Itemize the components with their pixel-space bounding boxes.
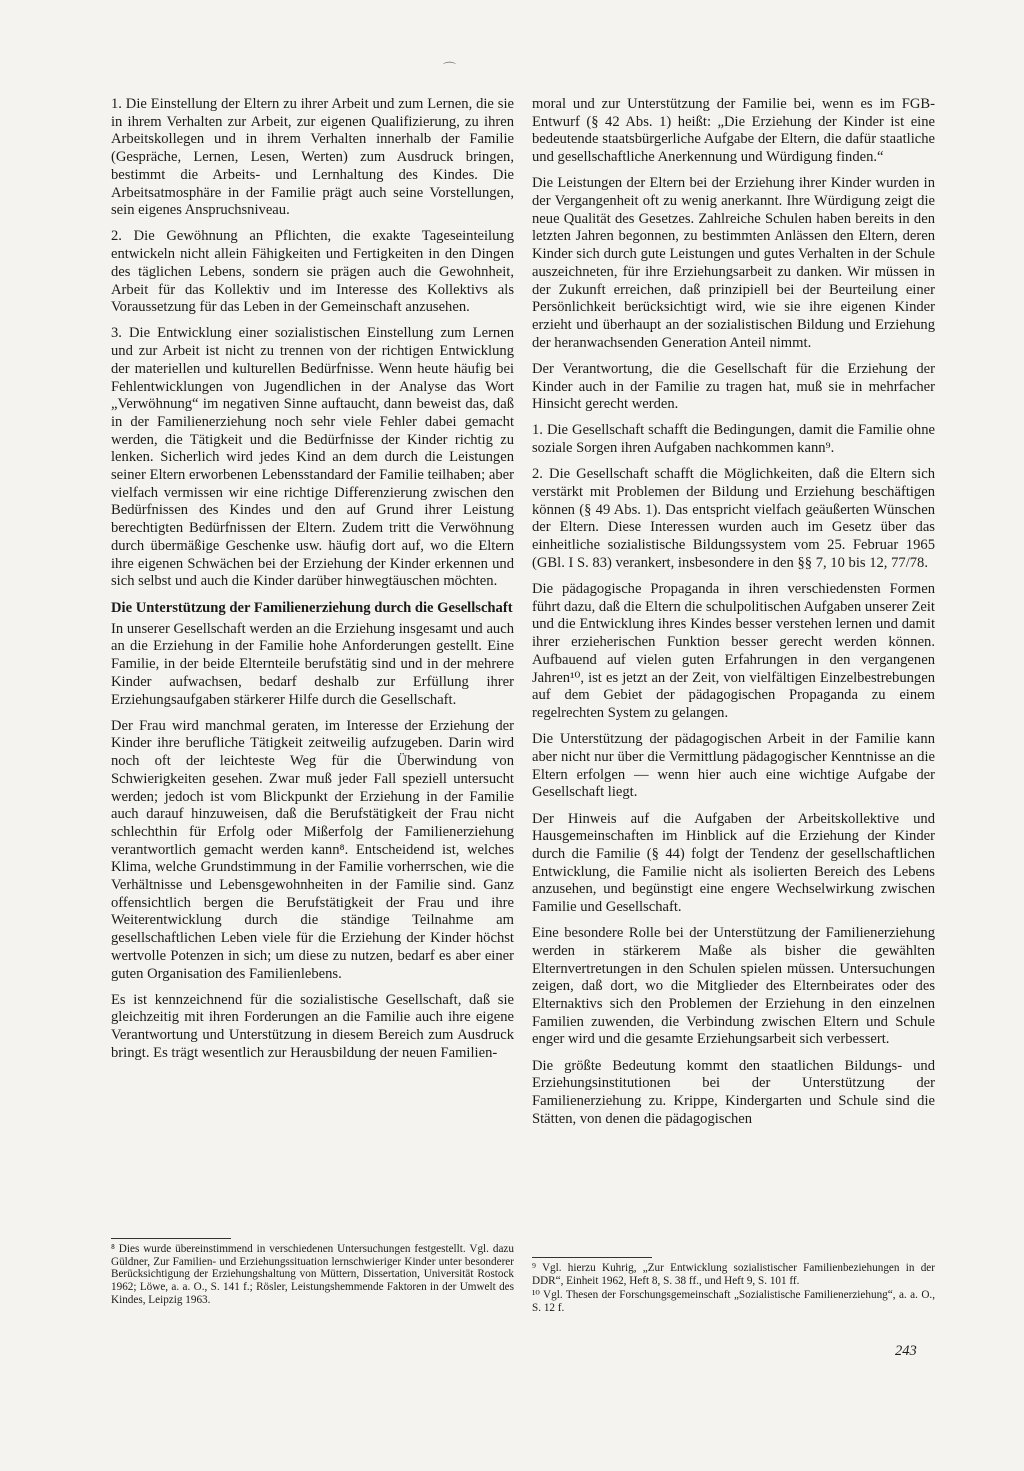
paragraph: Der Hinweis auf die Aufgaben der Arbeitskollektive und Hausgemeinschaften im Hinblick auf die Erziehung der Kinder durch die Familie (§ 44) folgt der Tendenz der gesellschaftlichen Entwicklung, die Familie nicht als isolierten Bereich des Lebens anzusehen, und begünstigt eine engere Wechselwirkung zwischen Familie und Gesellschaft. [532,810,935,916]
paragraph: 3. Die Entwicklung einer sozialistischen Einstellung zum Lernen und zur Arbeit ist nicht zu trennen von der richtigen Entwicklung der materiellen und kulturellen Bedürfnisse. Wenn heute häufig bei Fehlentwicklungen von Jugendlichen in der Analyse das Wort „Verwöhnung“ im negativen Sinne auftaucht, dann beweist das, daß in der Familienerziehung noch sehr viele Fehler dabei gemacht werden, die Tätigkeit und die Bedürfnisse der Kinder richtig zu lenken. Sicherlich wird jedes Kind an dem durch die Leistungen seiner Eltern erworbenen Lebensstandard der Familie teilhaben; aber vielfach vermissen wir eine richtige Differenzierung zwischen den Bedürfnissen des Kindes und den auf Grund ihrer Leistung berechtigten Bedürfnissen der Eltern. Zudem tritt die Verwöhnung durch übermäßige Geschenke usw. häufig dort auf, wo die Eltern ihre eigenen Schwächen bei der Erziehung der Kinder erkennen und sich selbst und auch die Kinder darüber hinwegtäuschen möchten. [111,325,514,590]
paragraph: Der Verantwortung, die die Gesellschaft für die Erziehung der Kinder auch in der Familie zu tragen hat, muß sie in mehrfacher Hinsicht gerecht werden. [532,360,935,413]
footnote-rule-right [532,1257,652,1258]
footnote-rule-left [111,1238,231,1239]
paragraph: 1. Die Gesellschaft schafft die Bedingungen, damit die Familie ohne soziale Sorgen ihren Aufgaben nachkommen kann⁹. [532,422,935,457]
paragraph: Die Leistungen der Eltern bei der Erziehung ihrer Kinder wurden in der Vergangenheit oft zu wenig anerkannt. Ihre Würdigung zeigt die neue Qualität des Gesetzes. Zahlreiche Schulen haben bereits in den letzten Jahren begonnen, zu bestimmten Anlässen den Eltern, deren Kinder sich durch gute Leistungen und gutes Verhalten in der Schule auszeichneten, für ihre Erziehungsarbeit zu danken. Wir müssen in der Zukunft erreichen, daß prinzipiell bei der Beurteilung einer Persönlichkeit berücksichtigt wird, wie sie ihre eigenen Kinder erzieht und überhaupt an der sozialistischen Bildung und Erziehung der heranwachsenden Generation Anteil nimmt. [532,175,935,351]
page-number: 243 [895,1343,917,1359]
left-column [111,96,514,1071]
section-heading: Die Unterstützung der Familienerziehung durch die Gesellschaft [111,599,513,616]
paragraph: Der Frau wird manchmal geraten, im Interesse der Erziehung der Kinder ihre berufliche Tätigkeit zeitweilig aufzugeben. Darin wird noch oft der leichteste Weg für die Überwindung von Schwierigkeiten gesehen. Zwar muß jeder Fall speziell untersucht werden; jedoch ist vom Blickpunkt der Erziehung in der Familie auch darauf hinzuweisen, daß die Berufstätigkeit der Frau nicht schlechthin für Erfolg oder Mißerfolg der Familienerziehung verantwortlich gemacht werden kann⁸. Entscheidend ist, welches Klima, welche Grundstimmung in der Familie vorherrschen, wie die Verhältnisse und Lebensgewohnheiten in der Familie sind. Ganz offensichtlich bergen die Berufstätigkeit der Frau und ihre Weiterentwicklung durch die ständige Teilnahme am gesellschaftlichen Leben viele für die Erziehung der Kinder höchst wertvolle Potenzen in sich; um diese zu nutzen, bedarf es aber einer guten Organisation des Familienlebens. [111,717,514,982]
scan-mark: ⌒ [443,61,457,76]
footnotes-left [111,1243,514,1309]
footnote: ⁹ Vgl. hierzu Kuhrig, „Zur Entwicklung sozialistischer Familienbeziehungen in der DDR“, Einheit 1962, Heft 8, S. 38 ff., und Heft 9, S. 101 ff. [532,1262,935,1287]
footnote: ¹⁰ Vgl. Thesen der Forschungsgemeinschaft „Sozialistische Familienerziehung“, a. a. O., S. 12 f. [532,1289,935,1315]
paragraph: Die größte Bedeutung kommt den staatlichen Bildungs- und Erziehungsinstitutionen bei der Unterstützung der Familienerziehung zu. Krippe, Kindergarten und Schule sind die Stätten, von denen die pädagogischen [532,1057,935,1127]
right-column [532,96,935,1137]
paragraph: Die pädagogische Propaganda in ihren verschiedensten Formen führt dazu, daß die Eltern die schulpolitischen Aufgaben unserer Zeit und die Entwicklung ihres Kindes besser verstehen lernen und damit ihrer erzieherischen Funktion besser gerecht werden können. Aufbauend auf vielen guten Erfahrungen in den vergangenen Jahren¹⁰, ist es jetzt an der Zeit, von vielfältigen Einzelbestrebungen auf dem Gebiet der pädagogischen Propaganda zu einem regelrechten System zu gelangen. [532,581,935,721]
paragraph: Die Unterstützung der pädagogischen Arbeit in der Familie kann aber nicht nur über die Vermittlung pädagogischer Kenntnisse an die Eltern erfolgen — wenn hier auch eine wichtige Aufgabe der Gesellschaft liegt. [532,731,935,801]
paragraph: 2. Die Gesellschaft schafft die Möglichkeiten, daß die Eltern sich verstärkt mit Problemen der Bildung und Erziehung beschäftigen können (§ 49 Abs. 1). Das entspricht vielfach geäußerten Wünschen der Eltern. Diese Interessen wurden auch im Gesetz über das einheitliche sozialistische Bildungssystem vom 25. Februar 1965 (GBl. I S. 83) verankert, insbesondere in den §§ 7, 10 bis 12, 77/78. [532,466,935,571]
paragraph: Eine besondere Rolle bei der Unterstützung der Familienerziehung werden in stärkerem Maße als bisher die gewählten Elternvertretungen in den Schulen spielen müssen. Untersuchungen zeigen, daß dort, wo die Mitglieder des Elternbeirates oder des Elternaktivs sich den Problemen der Erziehung in den einzelnen Familien zuwenden, die Verbindung zwischen Eltern und Schule enger wird und die gesamte Erziehungsarbeit sich verbessert. [532,925,935,1048]
paragraph: Es ist kennzeichnend für die sozialistische Gesellschaft, daß sie gleichzeitig mit ihren Forderungen an die Familie auch ihre eigene Verantwortung und Unterstützung in diesem Bereich zum Ausdruck bringt. Es trägt wesentlich zur Herausbildung der neuen Familien- [111,991,514,1061]
paragraph: moral und zur Unterstützung der Familie bei, wenn es im FGB-Entwurf (§ 42 Abs. 1) heißt: „Die Erziehung der Kinder ist eine bedeutende staatsbürgerliche Aufgabe der Eltern, die dafür staatliche und gesellschaftliche Anerkennung und Würdigung finden.“ [532,96,935,166]
paragraph: In unserer Gesellschaft werden an die Erziehung insgesamt und auch an die Erziehung in der Familie hohe Anforderungen gestellt. Eine Familie, in der beide Elternteile berufstätig sind und in der mehrere Kinder aufwachsen, bedarf deshalb zur Erfüllung ihrer Erziehungsaufgaben stärkerer Hilfe durch die Gesellschaft. [111,620,514,708]
paragraph: 2. Die Gewöhnung an Pflichten, die exakte Tageseinteilung entwickeln nicht allein Fähigkeiten und Fertigkeiten in den Dingen des täglichen Lebens, sondern sie prägen auch die Gewohnheit, Arbeit für das Kollektiv und im Interesse des Kollektivs als Voraussetzung für das Leben in der Gemeinschaft anzusehen. [111,228,514,316]
footnote: ⁸ Dies wurde übereinstimmend in verschiedenen Untersuchungen festgestellt. Vgl. dazu Güldner, Zur Familien- und Erziehungssituation lernschwieriger Kinder unter besonderer Berücksichtigung der Erziehungshaltung von Müttern, Dissertation, Universität Rostock 1962; Löwe, a. a. O., S. 141 f.; Rösler, Leistungshemmende Faktoren in der Umwelt des Kindes, Leipzig 1963. [111,1243,514,1306]
footnotes-right [532,1262,935,1317]
paragraph: 1. Die Einstellung der Eltern zu ihrer Arbeit und zum Lernen, die sie in ihrem Verhalten zur Arbeit, zur eigenen Qualifizierung, zu ihren Arbeitskollegen und in ihrem Verhalten innerhalb der Familie (Gespräche, Lernen, Lesen, Werten) zum Ausdruck bringen, bestimmt die Arbeits- und Lernhaltung des Kindes. Die Arbeitsatmosphäre in der Familie prägt auch seine Vorstellungen, sein eigenes Anspruchsniveau. [111,96,514,219]
